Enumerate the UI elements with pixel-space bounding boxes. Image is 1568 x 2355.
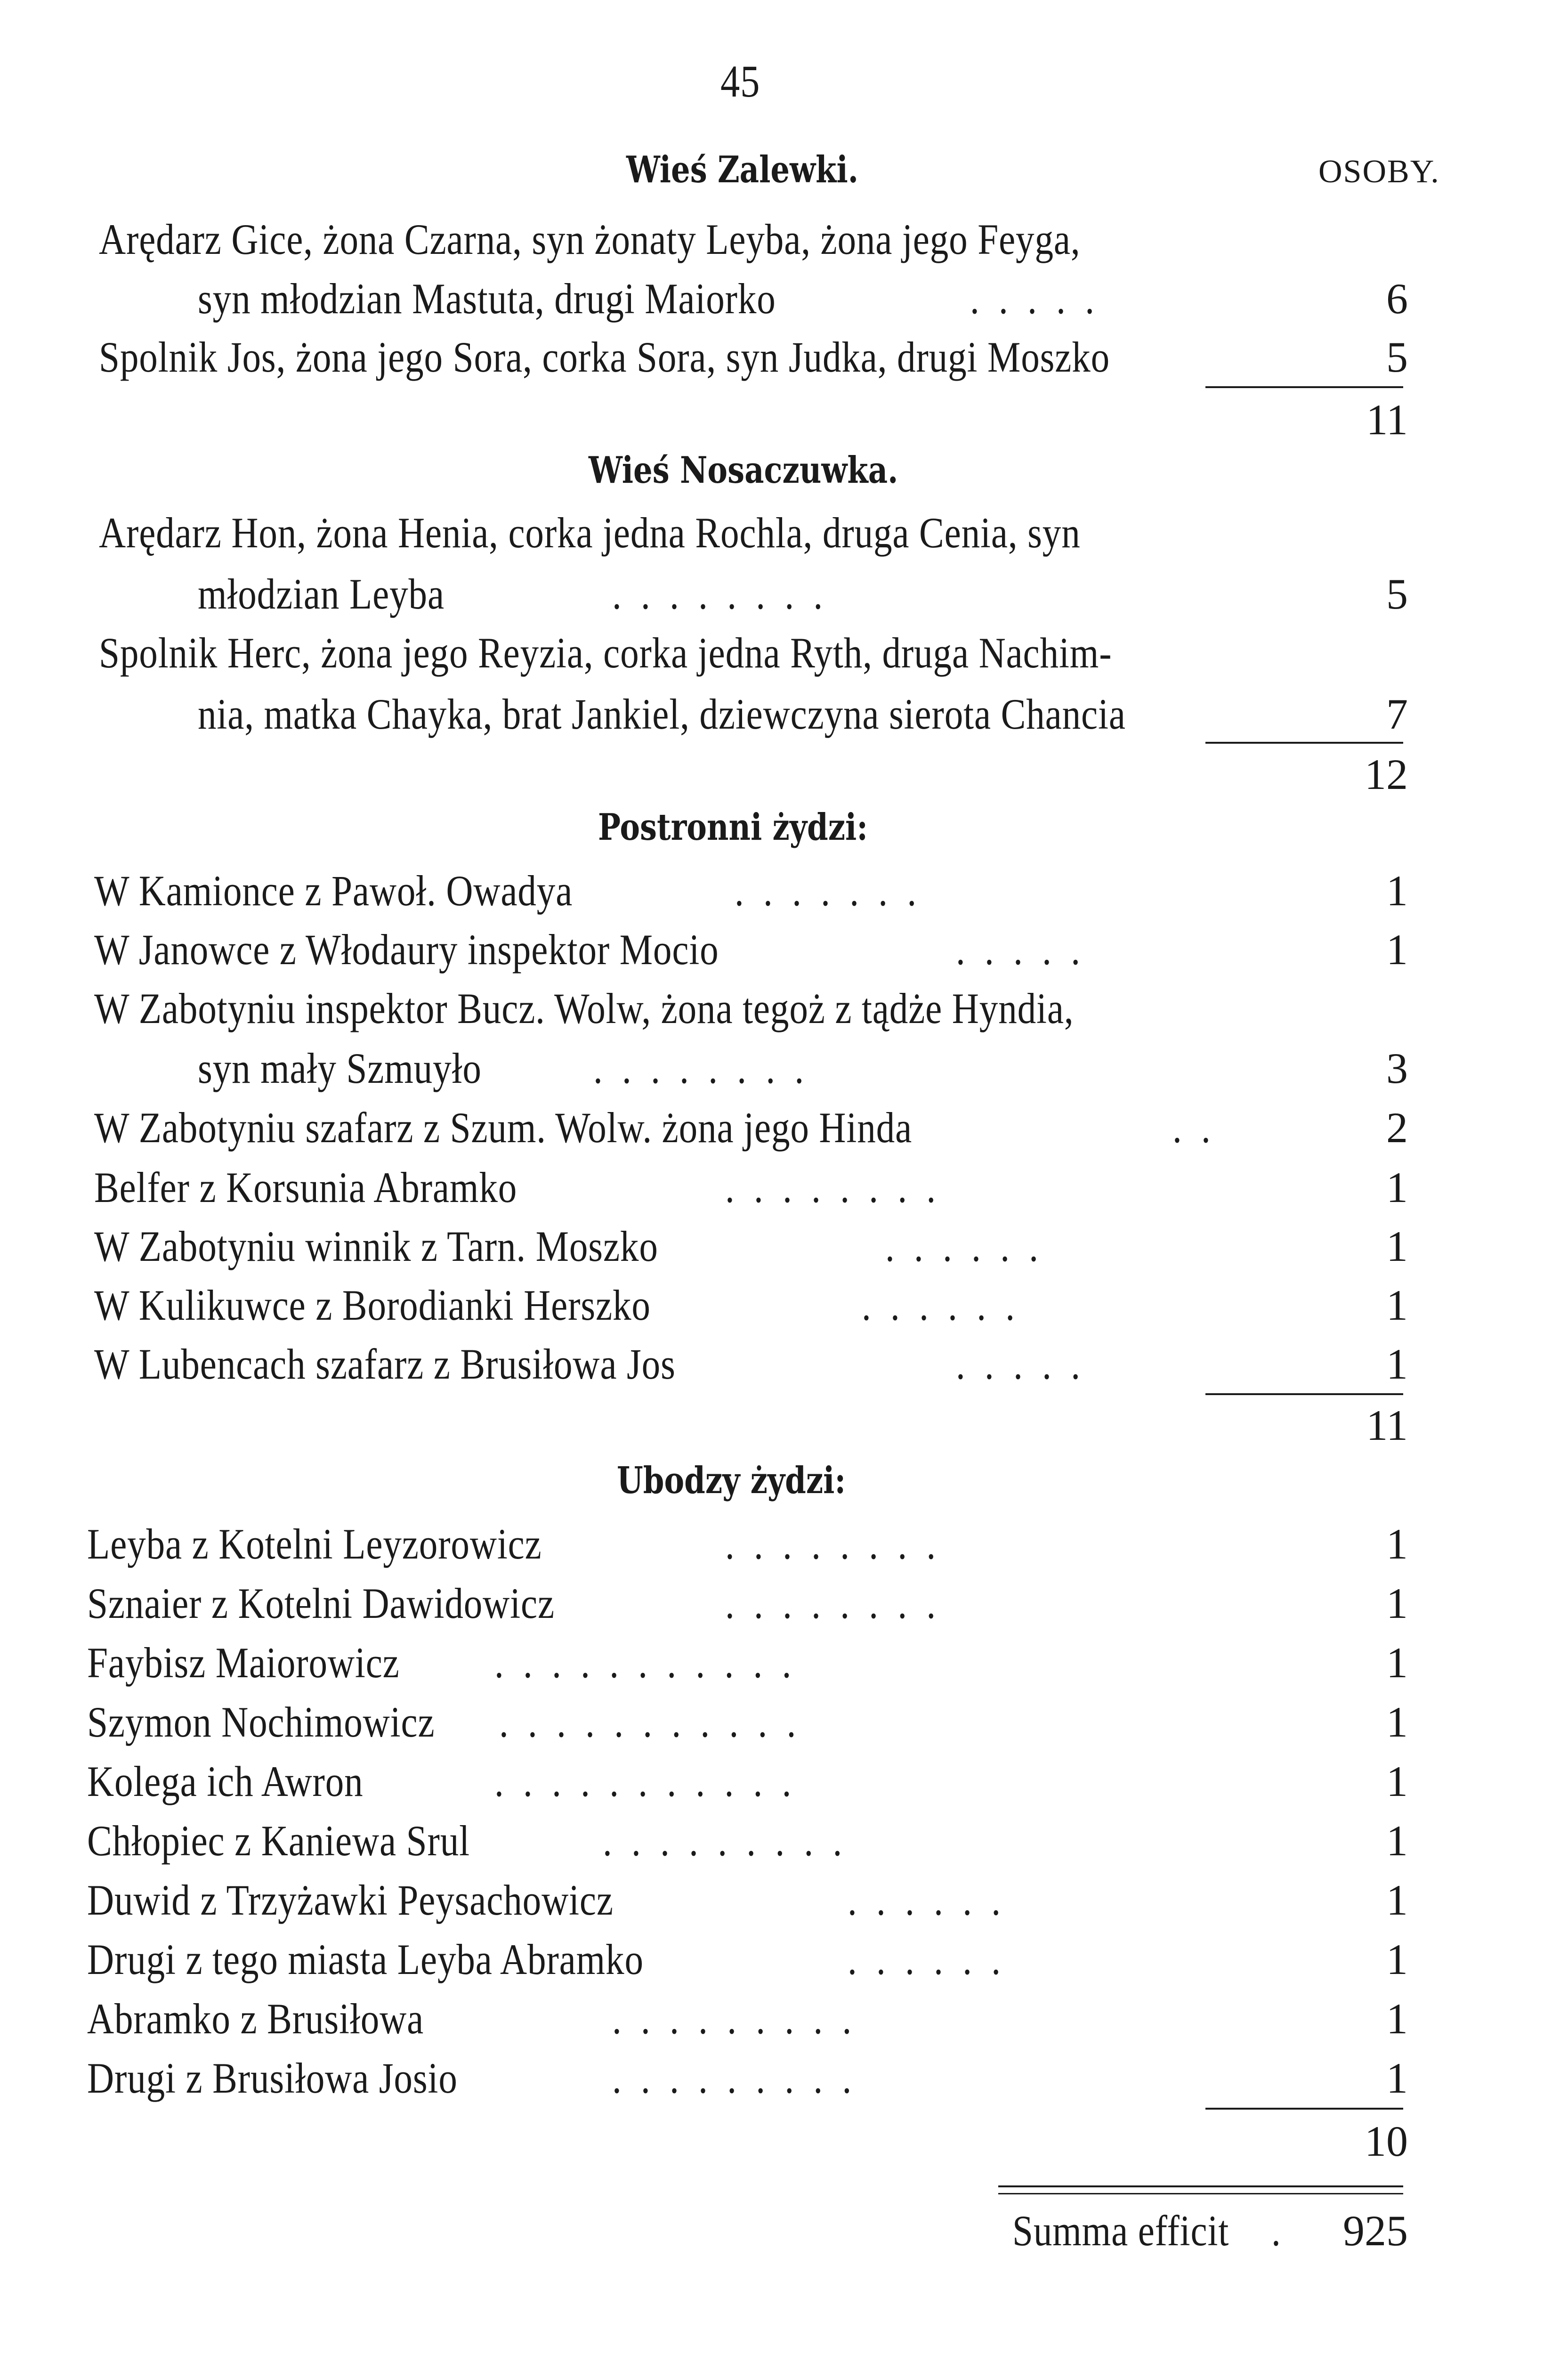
entry-line: W Zabotyniu winnik z Tarn. Moszko bbox=[94, 1222, 658, 1270]
entry-count: 7 bbox=[1386, 690, 1408, 738]
entry-line: Faybisz Maiorowicz bbox=[87, 1639, 400, 1687]
leader-dots: ...... bbox=[848, 1876, 1020, 1924]
leader-dots: ........... bbox=[494, 1757, 811, 1805]
summa-dot: . bbox=[1271, 2207, 1281, 2255]
leader-dots: ........ bbox=[593, 1044, 824, 1092]
entry-line: Belfer z Korsunia Abramko bbox=[94, 1163, 517, 1211]
entry-count: 1 bbox=[1386, 1163, 1408, 1211]
section-title: Wieś Zalewki. bbox=[626, 148, 859, 191]
entry-count: 1 bbox=[1386, 1340, 1408, 1388]
entry-count: 5 bbox=[1386, 333, 1408, 381]
entry-count: 1 bbox=[1386, 1520, 1408, 1568]
entry-line: W Janowce z Włodaury inspektor Mocio bbox=[94, 926, 719, 974]
section-total: 11 bbox=[1366, 1401, 1408, 1449]
leader-dots: ...... bbox=[885, 1222, 1058, 1270]
entry-line: Szymon Nochimowicz bbox=[87, 1698, 435, 1746]
entry-line: syn mały Szmuyło bbox=[198, 1044, 482, 1092]
leader-dots: ........ bbox=[725, 1163, 955, 1211]
entry-count: 1 bbox=[1386, 1757, 1408, 1805]
section-title: Ubodzy żydzi: bbox=[617, 1459, 846, 1502]
total-rule bbox=[1205, 742, 1403, 744]
entry-line: Spolnik Herc, żona jego Reyzia, corka jedna Ryth, druga Nachim- bbox=[99, 629, 1112, 677]
summa-rule bbox=[998, 2185, 1403, 2187]
entry-line: Sznaier z Kotelni Dawidowicz bbox=[87, 1579, 555, 1627]
leader-dots: ..... bbox=[956, 1340, 1100, 1388]
entry-line: W Zabotyniu szafarz z Szum. Wolw. żona jego Hinda bbox=[94, 1104, 913, 1152]
leader-dots: ........... bbox=[499, 1698, 816, 1746]
leader-dots: ...... bbox=[848, 1935, 1020, 1983]
entry-count: 1 bbox=[1386, 1281, 1408, 1329]
leader-dots: ........... bbox=[494, 1639, 811, 1687]
section-title: Wieś Nosaczuwka. bbox=[589, 449, 898, 492]
entry-line: syn młodzian Mastuta, drugi Maiorko bbox=[198, 275, 776, 323]
leader-dots: ...... bbox=[862, 1281, 1035, 1329]
leader-dots: ..... bbox=[956, 926, 1100, 974]
entry-count: 1 bbox=[1386, 867, 1408, 915]
entry-line: młodzian Leyba bbox=[198, 570, 445, 618]
entry-count: 1 bbox=[1386, 1817, 1408, 1865]
leader-dots: ........ bbox=[725, 1520, 955, 1568]
leader-dots: ....... bbox=[735, 867, 936, 915]
entry-line: Drugi z tego miasta Leyba Abramko bbox=[87, 1935, 644, 1983]
entry-line: Chłopiec z Kaniewa Srul bbox=[87, 1817, 470, 1865]
entry-line: Drugi z Brusiłowa Josio bbox=[87, 2054, 458, 2102]
section-total: 10 bbox=[1365, 2117, 1408, 2165]
entry-count: 1 bbox=[1386, 1579, 1408, 1627]
entry-line: Kolega ich Awron bbox=[87, 1757, 364, 1805]
entry-count: 1 bbox=[1386, 1698, 1408, 1746]
total-rule bbox=[1205, 386, 1403, 388]
entry-line: W Zabotyniu inspektor Bucz. Wolw, żona tegoż z tądże Hyndia, bbox=[94, 984, 1074, 1032]
entry-line: Leyba z Kotelni Leyzorowicz bbox=[87, 1520, 542, 1568]
leader-dots: ......... bbox=[612, 1995, 871, 2043]
entry-line: nia, matka Chayka, brat Jankiel, dziewczyna sierota Chancia bbox=[198, 690, 1126, 738]
entry-line: Arędarz Hon, żona Henia, corka jedna Rochla, druga Cenia, syn bbox=[99, 509, 1081, 557]
entry-count: 1 bbox=[1386, 1222, 1408, 1270]
page-number: 45 bbox=[720, 56, 760, 106]
entry-line: Abramko z Brusiłowa bbox=[87, 1995, 424, 2043]
leader-dots: .. bbox=[1172, 1104, 1230, 1152]
section-total: 12 bbox=[1365, 750, 1408, 798]
section-title: Postronni żydzi: bbox=[598, 806, 868, 849]
entry-count: 1 bbox=[1386, 1935, 1408, 1983]
column-header: OSOBY. bbox=[1318, 154, 1440, 190]
entry-count: 1 bbox=[1386, 926, 1408, 974]
entry-count: 1 bbox=[1386, 1639, 1408, 1687]
leader-dots: ......... bbox=[603, 1817, 862, 1865]
entry-line: Spolnik Jos, żona jego Sora, corka Sora, syn Judka, drugi Moszko bbox=[99, 333, 1110, 381]
entry-count: 1 bbox=[1386, 1995, 1408, 2043]
entry-count: 3 bbox=[1386, 1044, 1408, 1092]
summa-value: 925 bbox=[1343, 2207, 1408, 2255]
entry-line: W Kulikuwce z Borodianki Herszko bbox=[94, 1281, 651, 1329]
entry-count: 1 bbox=[1386, 1876, 1408, 1924]
entry-count: 2 bbox=[1386, 1104, 1408, 1152]
entry-line: Arędarz Gice, żona Czarna, syn żonaty Leyba, żona jego Feyga, bbox=[99, 215, 1081, 263]
entry-line: Duwid z Trzyżawki Peysachowicz bbox=[87, 1876, 614, 1924]
total-rule bbox=[1205, 1393, 1403, 1395]
entry-line: W Kamionce z Pawoł. Owadya bbox=[94, 867, 573, 915]
leader-dots: ..... bbox=[970, 275, 1114, 323]
leader-dots: ........ bbox=[612, 570, 842, 618]
entry-count: 5 bbox=[1386, 570, 1408, 618]
entry-line: W Lubencach szafarz z Brusiłowa Jos bbox=[94, 1340, 676, 1388]
section-total: 11 bbox=[1366, 396, 1408, 444]
summa-label: Summa efficit bbox=[1012, 2207, 1229, 2255]
entry-count: 6 bbox=[1386, 275, 1408, 323]
entry-count: 1 bbox=[1386, 2054, 1408, 2102]
leader-dots: ........ bbox=[725, 1579, 955, 1627]
leader-dots: ......... bbox=[612, 2054, 871, 2102]
total-rule bbox=[1205, 2108, 1403, 2110]
summa-rule-double bbox=[998, 2193, 1403, 2194]
